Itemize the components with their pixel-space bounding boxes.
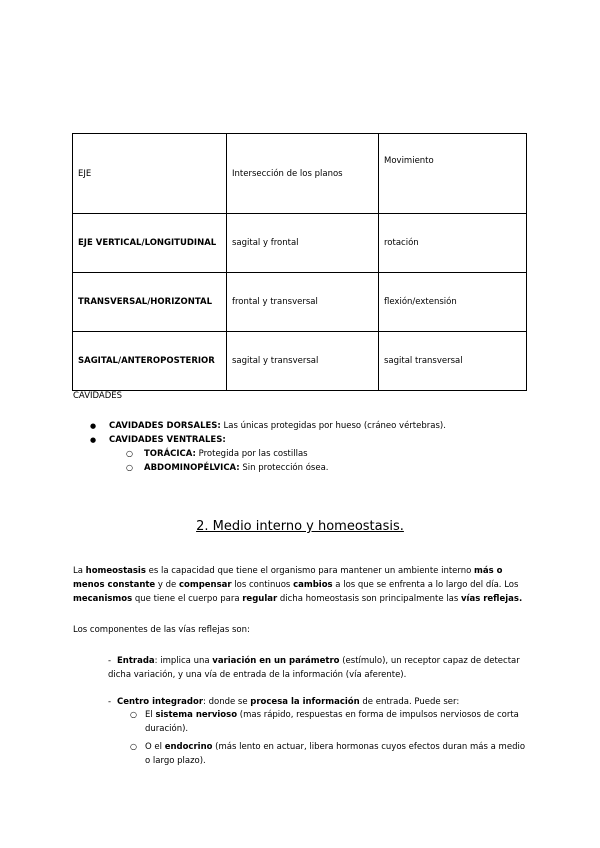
dash: -	[108, 697, 112, 707]
bold-text: variación en un parámetro	[212, 656, 340, 666]
text: los continuos	[231, 580, 294, 590]
centro-item	[108, 695, 533, 709]
table-cell: flexión/extensión	[379, 273, 527, 332]
list-item	[130, 740, 530, 768]
table-cell: Intersección de los planos	[227, 134, 379, 214]
table-cell: EJE VERTICAL/LONGITUDINAL	[73, 214, 227, 273]
table-cell: sagital y transversal	[227, 332, 379, 391]
homeostasis-paragraph	[73, 564, 533, 606]
toracica-text: Protegida por las costillas	[195, 449, 308, 459]
list-item	[130, 708, 530, 736]
list-item	[126, 447, 446, 461]
text: (mas rápido, respuestas en forma de impulsos nerviosos de corta duración).	[145, 710, 519, 734]
toracica-label: TORÁCICA:	[144, 449, 196, 459]
table-cell: frontal y transversal	[227, 273, 379, 332]
text: que tiene el cuerpo para	[132, 594, 243, 604]
table-cell: rotación	[379, 214, 527, 273]
bold-text: endocrino	[164, 742, 213, 752]
text: El	[145, 710, 156, 720]
text: La	[73, 566, 86, 576]
text: : donde se	[203, 697, 251, 707]
dash: -	[108, 656, 112, 666]
table-cell: TRANSVERSAL/HORIZONTAL	[73, 273, 227, 332]
sub-list	[109, 447, 446, 475]
table-cell: sagital y frontal	[227, 214, 379, 273]
table-row	[73, 273, 527, 332]
text: y de	[155, 580, 179, 590]
text: a los que se enfrenta a lo largo del día. Los	[332, 580, 519, 590]
table-cell: Movimiento	[379, 134, 527, 214]
list-item	[90, 419, 446, 433]
section-title: 2. Medio interno y homeostasis.	[196, 519, 404, 534]
cavidades-dorsales-label: CAVIDADES DORSALES:	[109, 421, 221, 431]
abdominopelvica-text: Sin protección ósea.	[239, 463, 329, 473]
abdominopelvica-label: ABDOMINOPÉLVICA:	[144, 463, 240, 473]
entrada-item	[108, 654, 533, 682]
text: de entrada. Puede ser:	[359, 697, 460, 707]
bold-text: regular	[242, 594, 278, 604]
bold-text: homeostasis	[85, 566, 146, 576]
entrada-label: Entrada	[117, 656, 155, 666]
text: (más lento en actuar, libera hormonas cuyos efectos duran más a medio o largo plazo).	[145, 742, 526, 766]
bold-text: más o menos constante	[73, 566, 503, 590]
axes-table	[72, 133, 527, 391]
bold-text: mecanismos	[73, 594, 133, 604]
table-row	[73, 134, 527, 214]
text: es la capacidad que tiene el organismo para mantener un ambiente interno	[145, 566, 475, 576]
text: O el	[145, 742, 165, 752]
componentes-intro: Los componentes de las vías reflejas son:	[73, 625, 250, 635]
text: : implica una	[154, 656, 213, 666]
centro-label: Centro integrador	[117, 697, 204, 707]
bold-text: procesa la información	[250, 697, 360, 707]
table-cell: SAGITAL/ANTEROPOSTERIOR	[73, 332, 227, 391]
cavidades-ventrales-label: CAVIDADES VENTRALES:	[109, 435, 226, 445]
bold-text: cambios	[293, 580, 333, 590]
cavidades-list	[90, 419, 446, 475]
list-item	[126, 461, 446, 475]
table-cell: sagital transversal	[379, 332, 527, 391]
cavidades-title: CAVIDADES	[73, 391, 123, 401]
table-row	[73, 214, 527, 273]
table-row	[73, 332, 527, 391]
bold-text: vías reflejas.	[461, 594, 523, 604]
text: dicha homeostasis son principalmente las	[277, 594, 462, 604]
bold-text: sistema nervioso	[155, 710, 238, 720]
table-cell: EJE	[73, 134, 227, 214]
list-item	[90, 433, 446, 475]
integrador-list	[130, 708, 530, 768]
cavidades-dorsales-text: Las únicas protegidas por hueso (cráneo vértebras).	[220, 421, 446, 431]
bold-text: compensar	[178, 580, 232, 590]
text: (estímulo), un receptor capaz de detectar dicha variación, y una vía de entrada de la información (vía aferente).	[108, 656, 520, 680]
